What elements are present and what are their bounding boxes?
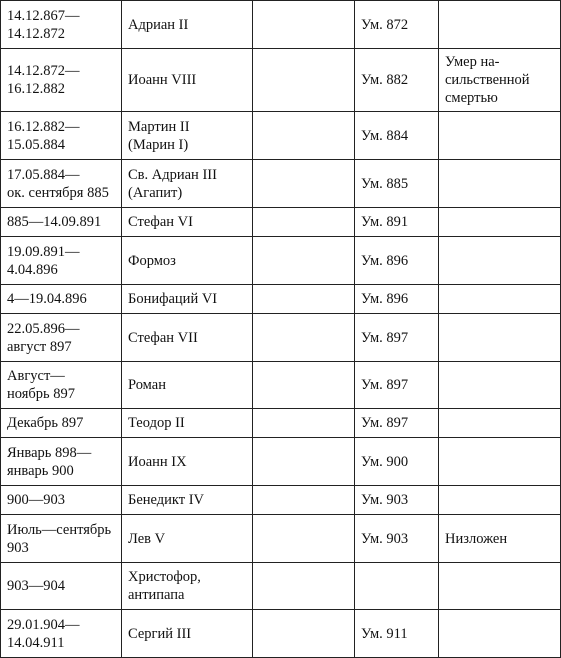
table-row xyxy=(1,409,561,438)
note-cell xyxy=(439,563,561,610)
table-row xyxy=(1,610,561,658)
pope-name-cell: Мартин II (Марин I) xyxy=(122,112,253,160)
pope-name-cell: Христофор, антипапа xyxy=(122,563,253,610)
empty-cell xyxy=(253,1,355,49)
death-year-cell: Ум. 872 xyxy=(355,1,439,49)
pontificate-dates-cell: 14.12.872— 16.12.882 xyxy=(1,49,122,112)
death-year-cell: Ум. 882 xyxy=(355,49,439,112)
death-year-cell: Ум. 897 xyxy=(355,362,439,409)
death-year-cell: Ум. 900 xyxy=(355,438,439,486)
note-cell xyxy=(439,362,561,409)
empty-cell xyxy=(253,438,355,486)
pontificate-dates-cell: 17.05.884— ок. сентября 885 xyxy=(1,160,122,208)
pope-name-cell: Св. Адриан III (Агапит) xyxy=(122,160,253,208)
table-row xyxy=(1,563,561,610)
note-cell xyxy=(439,409,561,438)
pontificate-dates-cell: 14.12.867— 14.12.872 xyxy=(1,1,122,49)
note-cell xyxy=(439,438,561,486)
note-cell xyxy=(439,610,561,658)
table-row xyxy=(1,237,561,285)
table-row xyxy=(1,438,561,486)
death-year-cell: Ум. 891 xyxy=(355,208,439,237)
table-row xyxy=(1,486,561,515)
pontificate-dates-cell: 900—903 xyxy=(1,486,122,515)
table-row xyxy=(1,160,561,208)
pope-name-cell: Теодор II xyxy=(122,409,253,438)
table-row xyxy=(1,112,561,160)
table-row xyxy=(1,49,561,112)
pontificate-dates-cell: 29.01.904— 14.04.911 xyxy=(1,610,122,658)
pontificate-dates-cell: 885—14.09.891 xyxy=(1,208,122,237)
note-cell xyxy=(439,208,561,237)
note-cell xyxy=(439,314,561,362)
table-row xyxy=(1,208,561,237)
empty-cell xyxy=(253,362,355,409)
empty-cell xyxy=(253,112,355,160)
death-year-cell: Ум. 885 xyxy=(355,160,439,208)
pontificate-dates-cell: 22.05.896— август 897 xyxy=(1,314,122,362)
note-cell xyxy=(439,285,561,314)
empty-cell xyxy=(253,409,355,438)
death-year-cell: Ум. 903 xyxy=(355,486,439,515)
table-row xyxy=(1,314,561,362)
empty-cell xyxy=(253,237,355,285)
pope-name-cell: Роман xyxy=(122,362,253,409)
empty-cell xyxy=(253,208,355,237)
death-year-cell: Ум. 896 xyxy=(355,237,439,285)
pontificate-dates-cell: Декабрь 897 xyxy=(1,409,122,438)
death-year-cell: Ум. 896 xyxy=(355,285,439,314)
empty-cell xyxy=(253,314,355,362)
table-row xyxy=(1,1,561,49)
death-year-cell xyxy=(355,563,439,610)
pope-name-cell: Бенедикт IV xyxy=(122,486,253,515)
pontificate-dates-cell: 19.09.891— 4.04.896 xyxy=(1,237,122,285)
empty-cell xyxy=(253,486,355,515)
note-cell xyxy=(439,1,561,49)
pontificate-dates-cell: 4—19.04.896 xyxy=(1,285,122,314)
pope-name-cell: Иоанн IX xyxy=(122,438,253,486)
note-cell xyxy=(439,486,561,515)
table-row xyxy=(1,515,561,563)
death-year-cell: Ум. 897 xyxy=(355,314,439,362)
note-cell: Умер на- сильственной смертью xyxy=(439,49,561,112)
death-year-cell: Ум. 911 xyxy=(355,610,439,658)
pope-name-cell: Бонифаций VI xyxy=(122,285,253,314)
pope-name-cell: Адриан II xyxy=(122,1,253,49)
pontificate-dates-cell: 903—904 xyxy=(1,563,122,610)
death-year-cell: Ум. 884 xyxy=(355,112,439,160)
table-row xyxy=(1,285,561,314)
pope-name-cell: Лев V xyxy=(122,515,253,563)
death-year-cell: Ум. 897 xyxy=(355,409,439,438)
pope-name-cell: Формоз xyxy=(122,237,253,285)
pontificate-dates-cell: Июль—сентябрь 903 xyxy=(1,515,122,563)
empty-cell xyxy=(253,610,355,658)
empty-cell xyxy=(253,515,355,563)
pope-name-cell: Сергий III xyxy=(122,610,253,658)
note-cell xyxy=(439,112,561,160)
empty-cell xyxy=(253,563,355,610)
empty-cell xyxy=(253,160,355,208)
pontificate-dates-cell: 16.12.882— 15.05.884 xyxy=(1,112,122,160)
death-year-cell: Ум. 903 xyxy=(355,515,439,563)
note-cell: Низложен xyxy=(439,515,561,563)
pope-name-cell: Стефан VII xyxy=(122,314,253,362)
pope-name-cell: Иоанн VIII xyxy=(122,49,253,112)
pontificate-dates-cell: Январь 898— январь 900 xyxy=(1,438,122,486)
pontificate-dates-cell: Август— ноябрь 897 xyxy=(1,362,122,409)
empty-cell xyxy=(253,285,355,314)
note-cell xyxy=(439,237,561,285)
table-row xyxy=(1,362,561,409)
note-cell xyxy=(439,160,561,208)
empty-cell xyxy=(253,49,355,112)
pope-name-cell: Стефан VI xyxy=(122,208,253,237)
